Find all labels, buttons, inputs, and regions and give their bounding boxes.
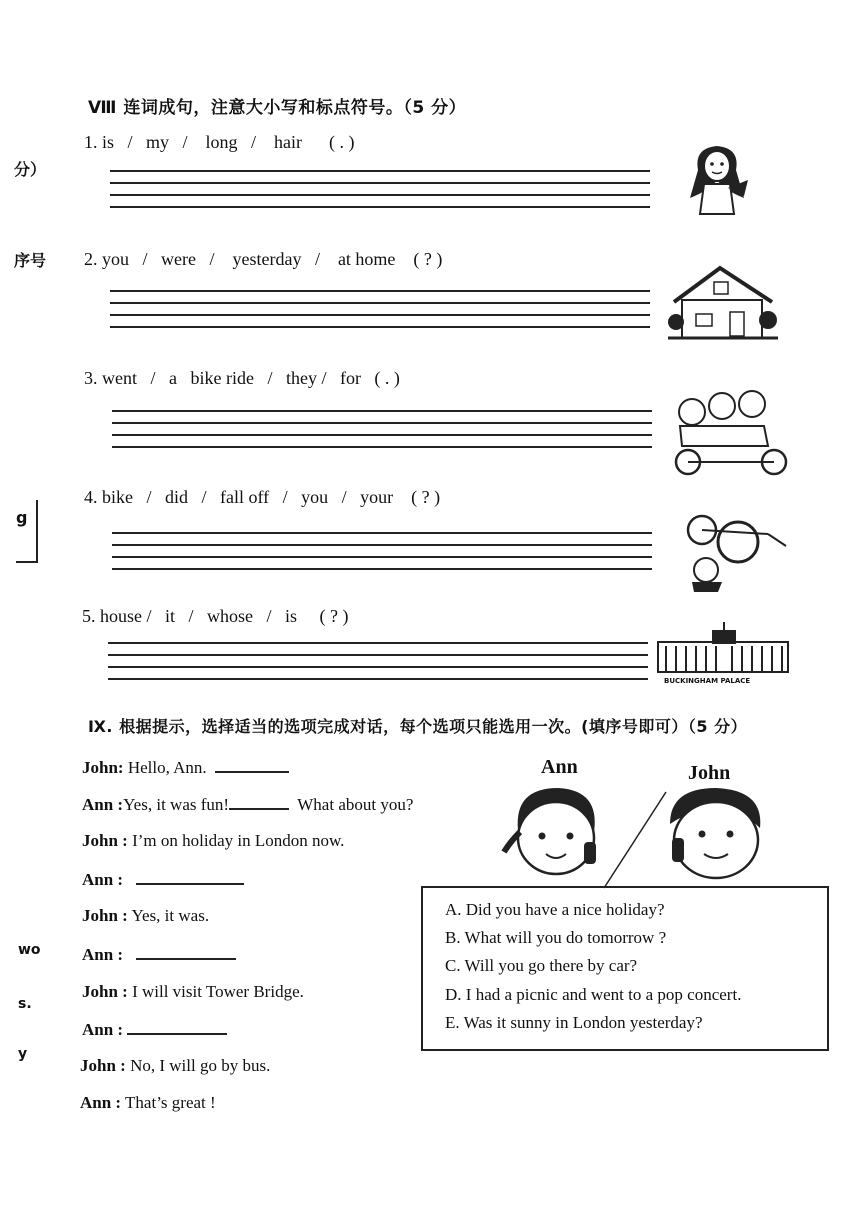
dialogue-line: [82, 757, 289, 778]
question-4: [84, 487, 440, 508]
line-text: No, I will go by bus.: [125, 1056, 271, 1075]
question-2: [84, 249, 442, 270]
question-words: is / my / long / hair ( . ): [102, 132, 355, 152]
answer-lines-4[interactable]: [112, 532, 652, 580]
speaker: John :: [82, 982, 128, 1001]
dialogue-line: [82, 869, 244, 890]
question-number: 5.: [82, 606, 96, 626]
speaker: Ann :: [82, 870, 124, 889]
line-text-after: What about you?: [289, 795, 414, 814]
line-text: [123, 945, 136, 964]
dialogue-line: [80, 1093, 216, 1113]
option-c: C. Will you go there by car?: [445, 956, 638, 975]
question-words: went / a bike ride / they / for ( . ): [102, 368, 400, 388]
girl-long-hair-picture: [684, 140, 750, 216]
speaker: Ann :: [82, 795, 124, 814]
answer-blank-1[interactable]: [215, 757, 289, 773]
options-box: [421, 886, 829, 1051]
speaker: Ann :: [82, 1020, 124, 1039]
question-number: 4.: [84, 487, 98, 507]
question-5: [82, 606, 348, 627]
line-text: Yes, it was fun!: [123, 795, 230, 814]
answer-lines-3[interactable]: [112, 410, 652, 458]
ann-name-label: Ann: [541, 756, 578, 778]
house-picture: [668, 264, 778, 342]
question-number: 2.: [84, 249, 98, 269]
margin-note-3: g: [16, 508, 28, 527]
question-words: house / it / whose / is ( ? ): [100, 606, 349, 626]
line-text: That’s great !: [121, 1093, 216, 1112]
line-text: I’m on holiday in London now.: [127, 831, 345, 850]
speaker: John :: [82, 831, 128, 850]
dialogue-line: [82, 1019, 227, 1040]
margin-note-6: y: [18, 1046, 28, 1062]
line-text: [123, 870, 136, 889]
answer-blank-4[interactable]: [136, 944, 236, 960]
answer-blank-3[interactable]: [136, 869, 244, 885]
dialogue-line: [82, 794, 413, 815]
speaker: John :: [80, 1056, 126, 1075]
section-8-heading: Ⅷ 连词成句，注意大小写和标点符号。（5 分）: [88, 98, 467, 118]
question-number: 1.: [84, 132, 98, 152]
speaker: John :: [82, 906, 128, 925]
dialogue-line: [82, 944, 236, 965]
buckingham-palace-picture: [656, 622, 790, 678]
question-1: [84, 132, 354, 153]
pointer-line: [600, 790, 670, 890]
option-b: B. What will you do tomorrow ?: [445, 928, 667, 947]
speaker: John:: [82, 758, 124, 777]
answer-lines-2[interactable]: [110, 290, 650, 338]
margin-bracket-foot: [16, 561, 38, 563]
dialogue-line: [82, 831, 344, 851]
question-3: [84, 368, 400, 389]
dialogue-line: [82, 906, 209, 926]
dialogue-line: [80, 1056, 270, 1076]
margin-note-1: 分）: [14, 160, 47, 179]
question-words: you / were / yesterday / at home ( ? ): [102, 249, 443, 269]
dialogue-line: [82, 982, 304, 1002]
margin-note-2: 序号: [14, 251, 47, 270]
question-number: 3.: [84, 368, 98, 388]
margin-note-5: s.: [18, 996, 32, 1012]
margin-note-4: wo: [18, 942, 41, 958]
kid-fell-off-bike-picture: [668, 510, 790, 592]
option-d: D. I had a picnic and went to a pop concert.: [445, 985, 742, 1004]
option-a: A. Did you have a nice holiday?: [445, 900, 665, 919]
line-text: I will visit Tower Bridge.: [127, 982, 304, 1001]
question-words: bike / did / fall off / you / your ( ? ): [102, 487, 441, 507]
answer-blank-2[interactable]: [229, 794, 289, 810]
kids-tandem-bike-picture: [668, 386, 792, 476]
palace-caption: BUCKINGHAM PALACE: [664, 677, 751, 685]
margin-bracket: [36, 500, 38, 562]
line-text: Yes, it was.: [127, 906, 210, 925]
answer-lines-5[interactable]: [108, 642, 648, 690]
line-text: Hello, Ann.: [123, 758, 216, 777]
speaker: Ann :: [80, 1093, 122, 1112]
answer-blank-5[interactable]: [127, 1019, 227, 1035]
option-e: E. Was it sunny in London yesterday?: [445, 1013, 703, 1032]
answer-lines-1[interactable]: [110, 170, 650, 218]
john-name-label: John: [688, 762, 731, 784]
section-9-heading: Ⅸ. 根据提示，选择适当的选项完成对话，每个选项只能选用一次。(填序号即可）（5 分）: [88, 717, 748, 736]
speaker: Ann :: [82, 945, 124, 964]
